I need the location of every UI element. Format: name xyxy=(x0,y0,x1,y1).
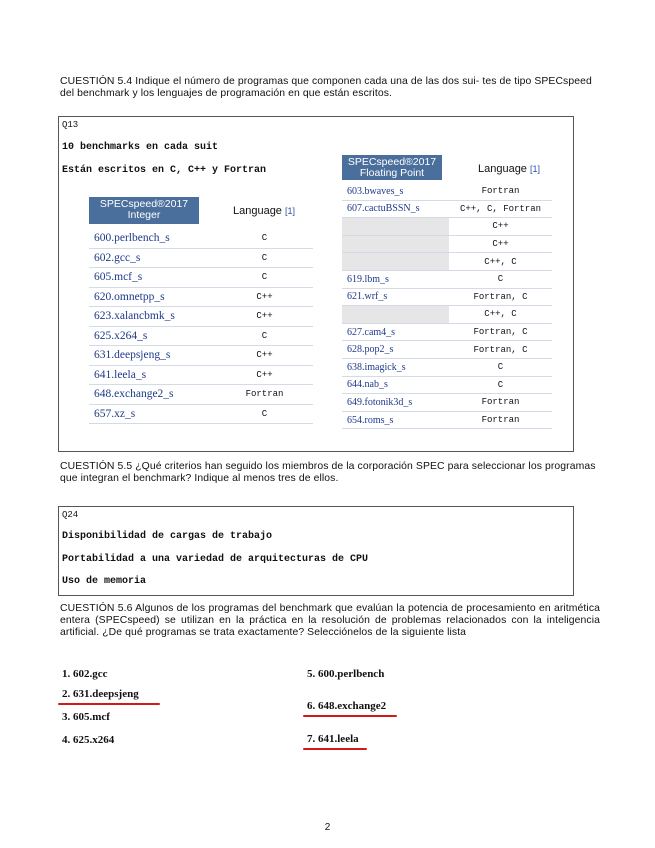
benchmark-name: 619.lbm_s xyxy=(342,270,449,288)
benchmark-row xyxy=(342,270,552,288)
benchmark-name: 627.cam4_s xyxy=(342,323,449,341)
benchmark-row xyxy=(89,346,313,366)
benchmark-name: 620.omnetpp_s xyxy=(89,287,216,307)
benchmark-name: 600.perlbench_s xyxy=(89,229,216,248)
answer-criterion-3: Uso de memoria xyxy=(62,576,147,587)
answer-line-languages: Están escritos en C, C++ y Fortran xyxy=(62,165,267,176)
benchmark-row xyxy=(342,235,552,253)
benchmark-row xyxy=(342,358,552,376)
benchmark-name xyxy=(342,306,449,324)
benchmark-name: 628.pop2_s xyxy=(342,341,449,359)
selected-underline-6 xyxy=(303,715,397,717)
benchmark-language: C xyxy=(216,229,313,248)
benchmark-name: 603.bwaves_s xyxy=(342,183,449,200)
benchmark-language: C++ xyxy=(216,365,313,385)
benchmark-name: 631.deepsjeng_s xyxy=(89,346,216,366)
benchmark-row xyxy=(89,229,313,248)
option-1: 1. 602.gcc xyxy=(62,668,108,680)
benchmark-language: C++ xyxy=(449,218,552,236)
benchmark-row xyxy=(342,341,552,359)
benchmark-name xyxy=(342,253,449,271)
fp-lang-header-label: Language xyxy=(477,163,527,175)
benchmark-row xyxy=(89,307,313,327)
answer-box-q24 xyxy=(58,506,574,596)
benchmark-name: 648.exchange2_s xyxy=(89,385,216,405)
benchmark-language: C++ xyxy=(216,307,313,327)
fp-lang-ref: [1] xyxy=(530,164,541,174)
answer-criterion-2: Portabilidad a una variedad de arquitecturas de CPU xyxy=(62,554,369,565)
answer-criterion-1: Disponibilidad de cargas de trabajo xyxy=(62,531,273,542)
benchmark-row xyxy=(89,326,313,346)
benchmark-name: 641.leela_s xyxy=(89,365,216,385)
benchmark-language: C xyxy=(449,376,552,394)
selected-underline-2 xyxy=(58,703,160,705)
benchmark-row xyxy=(89,385,313,405)
benchmark-name: 623.xalancbmk_s xyxy=(89,307,216,327)
benchmark-row xyxy=(342,323,552,341)
fp-lang-header xyxy=(459,163,559,175)
benchmark-name: 602.gcc_s xyxy=(89,248,216,268)
benchmark-language: Fortran, C xyxy=(449,288,552,306)
benchmark-language: Fortran, C xyxy=(449,341,552,359)
benchmark-language: C++ xyxy=(449,235,552,253)
option-2: 2. 631.deepsjeng xyxy=(62,688,139,700)
fp-suite-header: SPECspeed®2017 Floating Point xyxy=(342,155,442,180)
int-lang-header-label: Language xyxy=(232,205,282,217)
benchmark-name: 644.nab_s xyxy=(342,376,449,394)
benchmark-row xyxy=(342,306,552,324)
benchmark-row xyxy=(342,183,552,200)
benchmark-row xyxy=(342,200,552,218)
benchmark-language: Fortran xyxy=(449,183,552,200)
benchmark-language: C++, C xyxy=(449,306,552,324)
benchmark-row xyxy=(89,365,313,385)
benchmark-language: C++, C xyxy=(449,253,552,271)
page-number: 2 xyxy=(324,822,331,833)
answer-tag: Q13 xyxy=(62,120,79,130)
benchmark-language: C++ xyxy=(216,287,313,307)
benchmark-name: 605.mcf_s xyxy=(89,268,216,288)
benchmark-row xyxy=(89,404,313,424)
int-lang-ref: [1] xyxy=(285,206,296,216)
question-5-6: CUESTIÓN 5.6 Algunos de los programas del benchmark que evalúan la potencia de procesamiento en aritmética entera (SPECspeed) se utilizan en la práctica en la resolución de problemas relacionados con la inteligencia artificial. ¿De qué programas se trata exactamente? Selecciónelos de la siguiente lista xyxy=(60,603,600,638)
int-lang-header xyxy=(224,205,304,217)
benchmark-row xyxy=(89,268,313,288)
option-3: 3. 605.mcf xyxy=(62,711,110,723)
benchmark-language: Fortran xyxy=(449,411,552,429)
benchmark-name: 654.roms_s xyxy=(342,411,449,429)
fp-table xyxy=(342,183,552,429)
benchmark-name xyxy=(342,218,449,236)
benchmark-language: C xyxy=(216,404,313,424)
benchmark-name: 638.imagick_s xyxy=(342,358,449,376)
benchmark-language: Fortran xyxy=(449,394,552,412)
benchmark-row xyxy=(342,288,552,306)
benchmark-language: Fortran, C xyxy=(449,323,552,341)
benchmark-language: C xyxy=(216,326,313,346)
benchmark-name xyxy=(342,235,449,253)
benchmark-language: C xyxy=(449,270,552,288)
int-suite-header: SPECspeed®2017 Integer xyxy=(89,197,199,224)
answer-line-count: 10 benchmarks en cada suit xyxy=(62,142,219,153)
benchmark-name: 625.x264_s xyxy=(89,326,216,346)
benchmark-name: 607.cactuBSSN_s xyxy=(342,200,449,218)
benchmark-row xyxy=(342,253,552,271)
benchmark-row xyxy=(342,218,552,236)
benchmark-name: 657.xz_s xyxy=(89,404,216,424)
answer-box-q13 xyxy=(58,116,574,452)
benchmark-row xyxy=(342,394,552,412)
benchmark-language: C xyxy=(216,248,313,268)
option-4: 4. 625.x264 xyxy=(62,734,115,746)
question-5-4: CUESTIÓN 5.4 Indique el número de programas que componen cada una de las dos sui- tes de tipo SPECspeed del benchmark y los lenguajes de programación en que están escritos. xyxy=(60,76,592,99)
benchmark-row xyxy=(342,411,552,429)
benchmark-language: C xyxy=(216,268,313,288)
benchmark-language: C++, C, Fortran xyxy=(449,200,552,218)
benchmark-name: 649.fotonik3d_s xyxy=(342,394,449,412)
benchmark-row xyxy=(89,287,313,307)
benchmark-language: C++ xyxy=(216,346,313,366)
option-7: 7. 641.leela xyxy=(307,733,359,745)
int-table xyxy=(89,229,313,424)
option-5: 5. 600.perlbench xyxy=(307,668,385,680)
question-5-5: CUESTIÓN 5.5 ¿Qué criterios han seguido los miembros de la corporación SPEC para seleccionar los programas que integran el benchmark? Indique al menos tres de ellos. xyxy=(60,461,596,484)
benchmark-language: Fortran xyxy=(216,385,313,405)
benchmark-row xyxy=(89,248,313,268)
benchmark-language: C xyxy=(449,358,552,376)
selected-underline-7 xyxy=(303,748,367,750)
answer-tag: Q24 xyxy=(62,510,79,520)
option-6: 6. 648.exchange2 xyxy=(307,700,387,712)
benchmark-row xyxy=(342,376,552,394)
benchmark-name: 621.wrf_s xyxy=(342,288,449,306)
